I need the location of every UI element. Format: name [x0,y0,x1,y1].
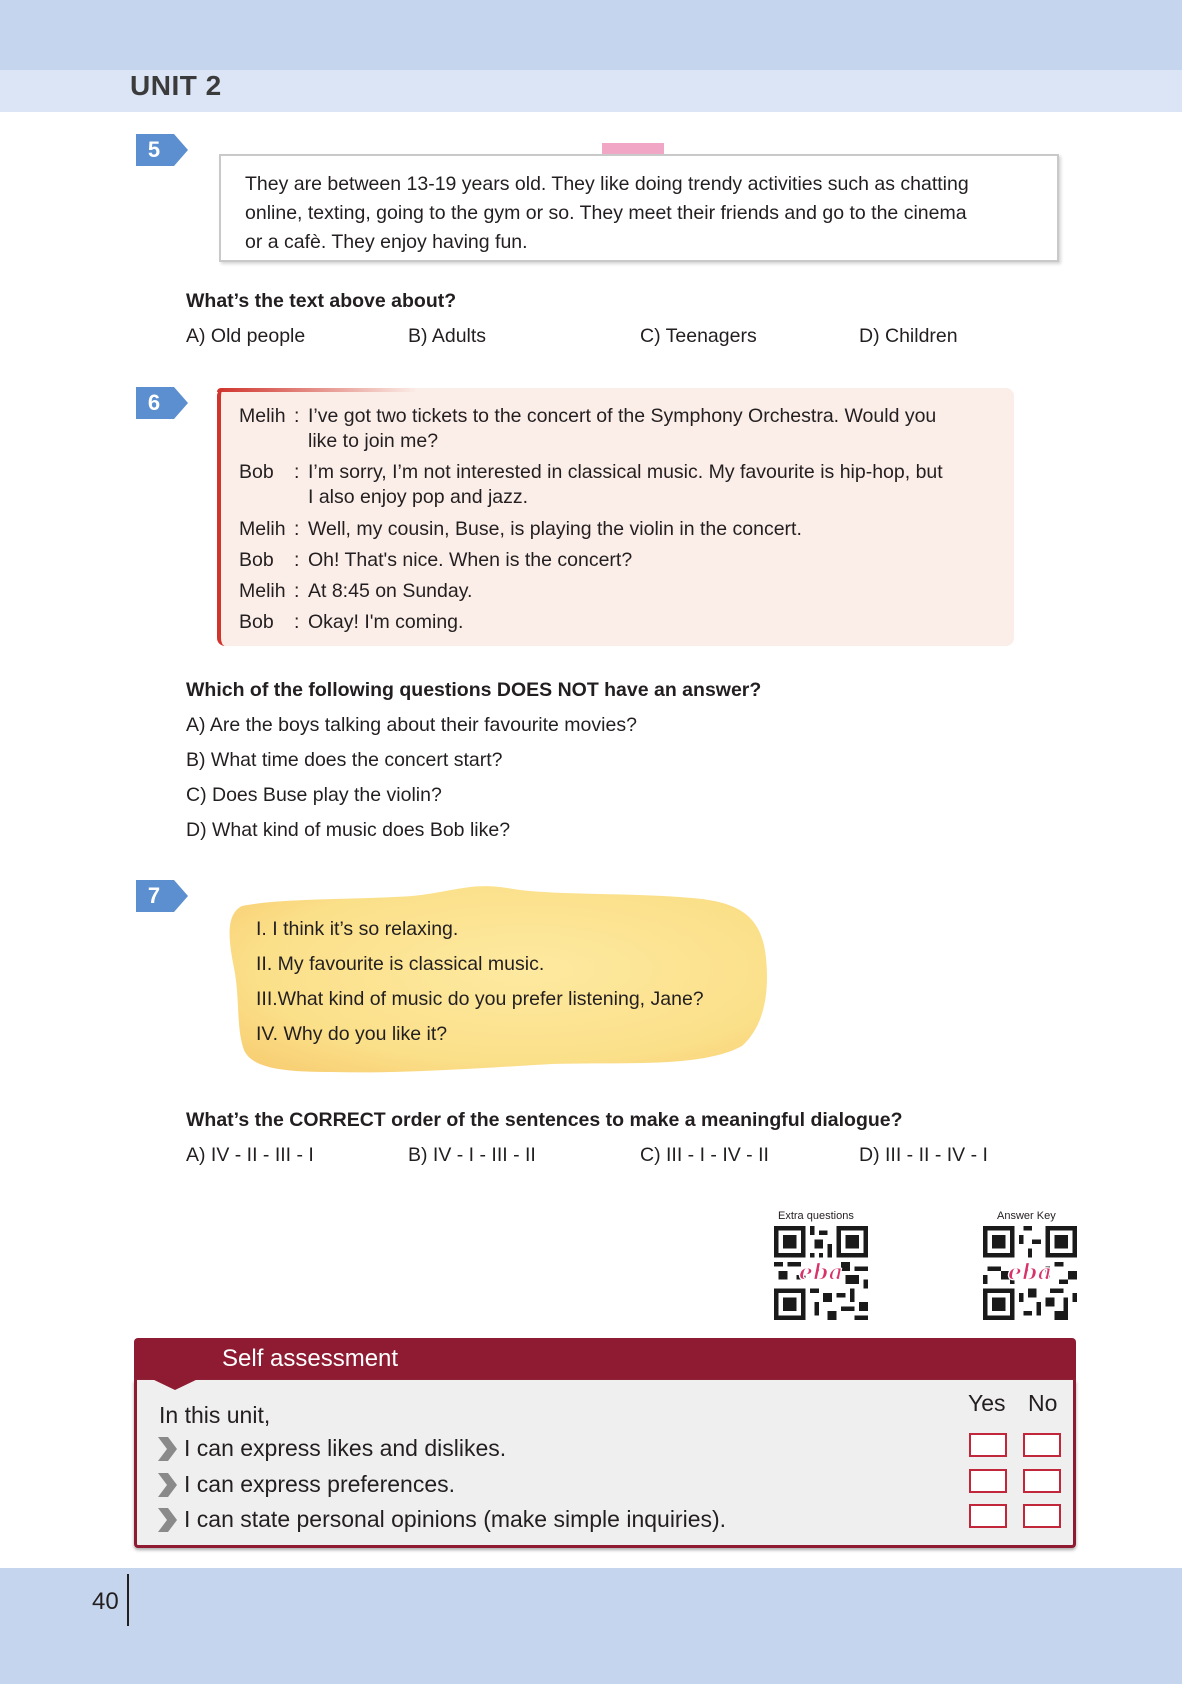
self-assessment-intro: In this unit, [159,1402,271,1428]
option-b[interactable]: B) IV - I - III - II [408,1144,536,1166]
option-a[interactable]: A) IV - II - III - I [186,1144,314,1166]
speaker-name: Melih [239,518,286,540]
can-do-statement: I can express likes and dislikes. [184,1435,507,1461]
chevron-right-icon [158,1472,178,1498]
dialogue-box-accent [217,388,417,392]
speaker-name: Bob [239,549,274,571]
no-checkbox[interactable] [1023,1504,1061,1528]
eba-logo: eba [1007,1259,1053,1286]
no-column-label: No [1028,1390,1058,1416]
option-c[interactable]: C) Teenagers [640,325,757,347]
qr-code-icon[interactable] [983,1226,1077,1320]
yes-checkbox[interactable] [969,1433,1007,1457]
dialogue-line: I also enjoy pop and jazz. [308,486,529,508]
qr-label-answer: Answer Key [997,1210,1056,1222]
passage-line: online, texting, going to the gym or so. They meet their friends and go to the cinema [245,202,967,224]
sentence-item: II. My favourite is classical music. [256,953,545,975]
can-do-statement: I can state personal opinions (make simple inquiries). [184,1506,727,1532]
qr-label-extra: Extra questions [778,1210,854,1222]
question-prompt: What’s the CORRECT order of the sentences to make a meaningful dialogue? [186,1109,903,1131]
page-number: 40 [92,1588,119,1615]
option-d[interactable]: D) Children [859,325,958,347]
can-do-statement: I can express preferences. [184,1471,456,1497]
speaker-name: Melih [239,580,286,602]
question-number: 5 [147,137,161,162]
question-number: 6 [147,390,161,415]
dialogue-line: Okay! I'm coming. [308,611,464,633]
dialogue-line: Oh! That's nice. When is the concert? [308,549,633,571]
reading-passage [219,154,1059,262]
dialogue-line: like to join me? [308,430,439,452]
question-number-badge [136,134,188,166]
chevron-right-icon [158,1507,178,1533]
option-c[interactable]: C) III - I - IV - II [640,1144,769,1166]
no-checkbox[interactable] [1023,1433,1061,1457]
yes-checkbox[interactable] [969,1504,1007,1528]
speaker-colon: : [294,611,300,633]
dialogue-line: I’m sorry, I’m not interested in classical music. My favourite is hip-hop, but [308,461,943,483]
option-d[interactable]: D) III - II - IV - I [859,1144,988,1166]
eba-logo: eba [798,1259,844,1286]
question-number-badge [136,880,188,912]
qr-code-icon[interactable] [774,1226,868,1320]
option-a[interactable]: A) Old people [186,325,306,347]
option-a[interactable]: A) Are the boys talking about their favourite movies? [186,714,637,736]
speaker-name: Bob [239,461,274,483]
self-assessment-title: Self assessment [222,1345,399,1372]
question-number-badge [136,387,188,419]
sticky-note-blob [222,878,770,1078]
page-number-divider [127,1574,129,1626]
question-prompt: What’s the text above about? [186,290,457,312]
speaker-colon: : [294,549,300,571]
yes-checkbox[interactable] [969,1469,1007,1493]
bottom-band [0,1568,1182,1684]
no-checkbox[interactable] [1023,1469,1061,1493]
speaker-colon: : [294,405,300,427]
dialogue-line: I’ve got two tickets to the concert of the Symphony Orchestra. Would you [308,405,937,427]
sentence-item: I. I think it’s so relaxing. [256,918,459,940]
yes-column-label: Yes [968,1390,1006,1416]
option-b[interactable]: B) What time does the concert start? [186,749,503,771]
option-c[interactable]: C) Does Buse play the violin? [186,784,442,806]
question-prompt: Which of the following questions DOES NOT have an answer? [186,679,762,701]
passage-line: or a cafè. They enjoy having fun. [245,231,528,253]
speaker-name: Bob [239,611,274,633]
header-notch-icon [150,1378,200,1390]
dialogue-line: At 8:45 on Sunday. [308,580,473,602]
speaker-colon: : [294,580,300,602]
unit-title: UNIT 2 [130,70,222,101]
dialogue-line: Well, my cousin, Buse, is playing the violin in the concert. [308,518,802,540]
chevron-right-icon [158,1436,178,1462]
sentence-item: III.What kind of music do you prefer listening, Jane? [256,988,704,1010]
sentence-item: IV. Why do you like it? [256,1023,448,1045]
speaker-colon: : [294,461,300,483]
top-band [0,0,1182,70]
speaker-colon: : [294,518,300,540]
option-d[interactable]: D) What kind of music does Bob like? [186,819,511,841]
passage-line: They are between 13-19 years old. They like doing trendy activities such as chatting [245,173,969,195]
option-b[interactable]: B) Adults [408,325,487,347]
speaker-name: Melih [239,405,286,427]
question-number: 7 [147,883,161,908]
